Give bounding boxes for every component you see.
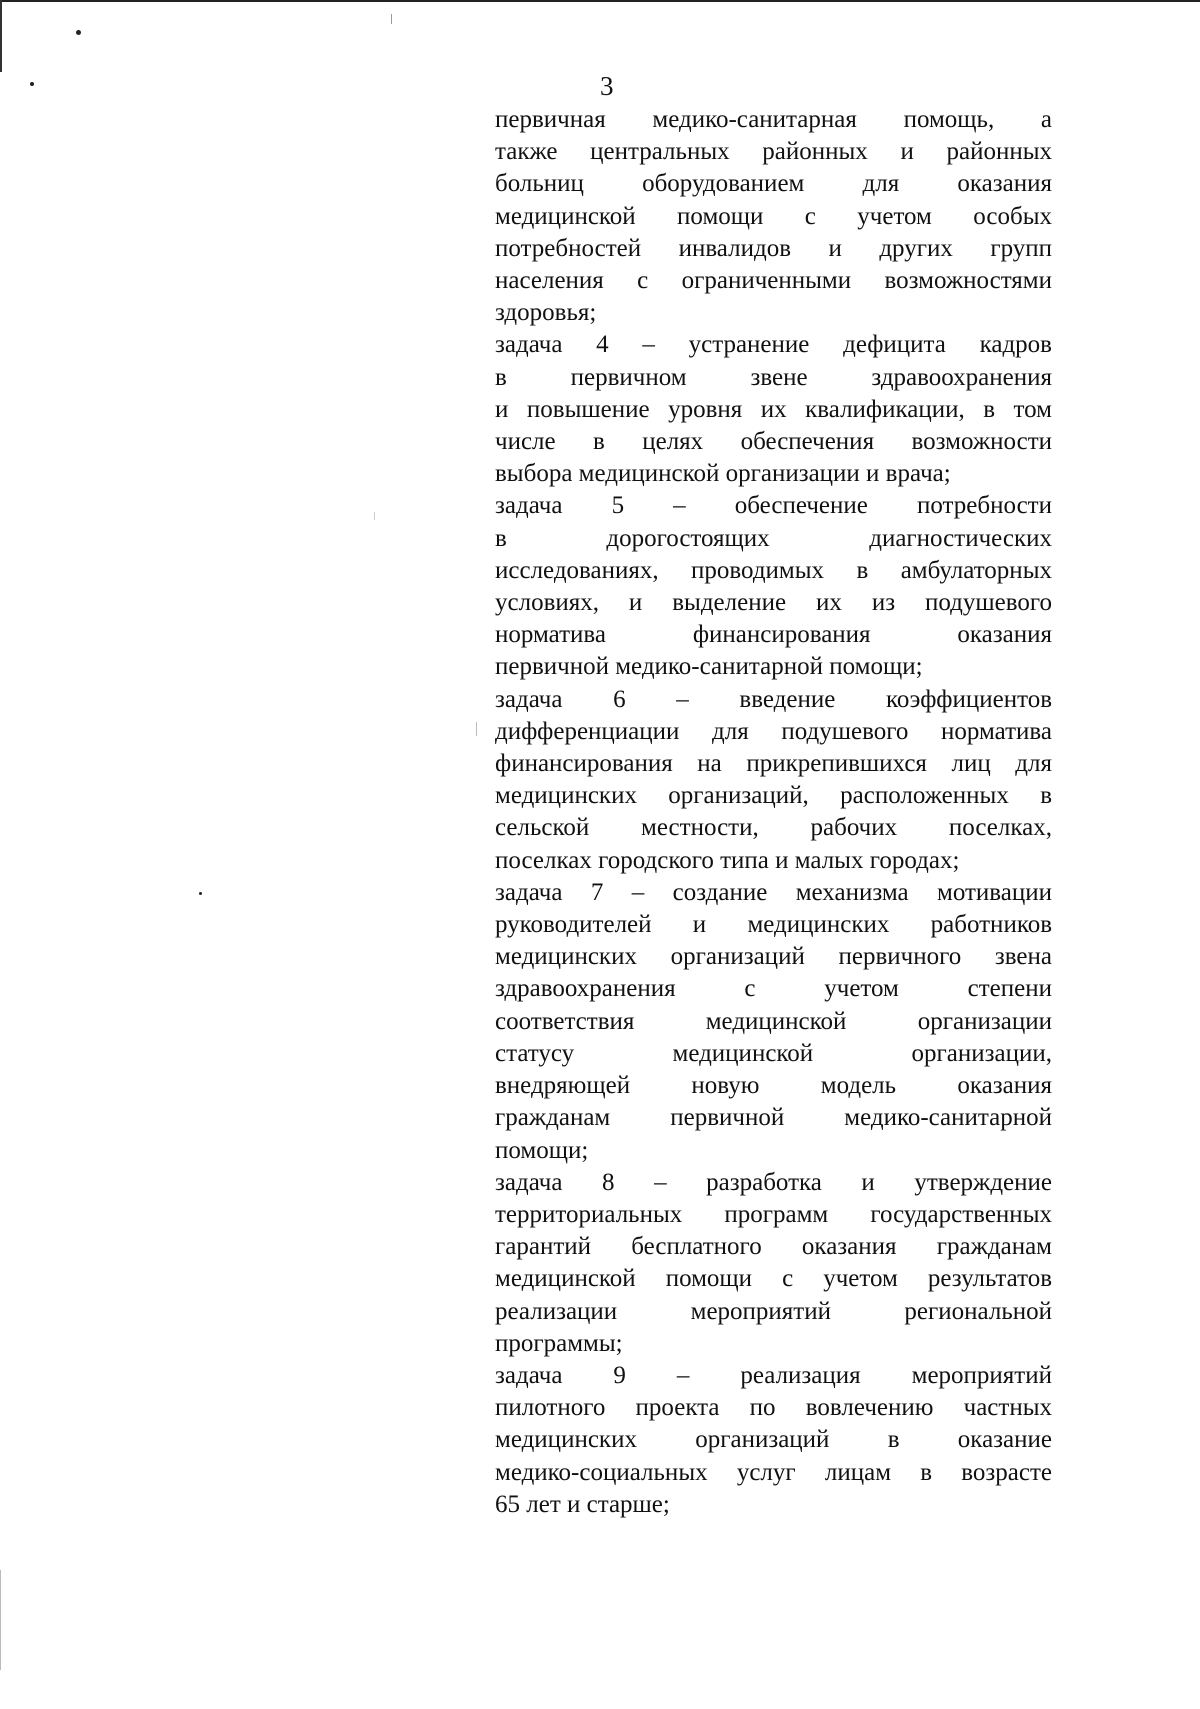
- scan-edge-top: [0, 0, 1200, 2]
- scan-speck: [76, 30, 81, 35]
- text-line: здоровья;: [495, 299, 597, 327]
- text-line: в первичном звене здравоохранения: [495, 363, 1052, 391]
- text-line: медицинских организаций, расположенных в: [495, 782, 1052, 810]
- scan-speck: [30, 82, 34, 86]
- body-text: [495, 104, 1052, 1521]
- text-line: сельской местности, рабочих поселках,: [495, 814, 1052, 842]
- text-line: статусу медицинской организации,: [495, 1039, 1052, 1067]
- text-line: медицинских организаций первичного звена: [495, 943, 1052, 971]
- text-line: в дорогостоящих диагностических: [495, 524, 1052, 552]
- text-line: соответствия медицинской организации: [495, 1007, 1052, 1035]
- text-line: норматива финансирования оказания: [495, 621, 1052, 649]
- text-line: задача 9 – реализация мероприятий: [495, 1361, 1052, 1389]
- text-line: задача 5 – обеспечение потребности: [495, 492, 1052, 520]
- text-line: гарантий бесплатного оказания гражданам: [495, 1233, 1052, 1261]
- text-line: потребностей инвалидов и других групп: [495, 234, 1052, 262]
- text-line: и повышение уровня их квалификации, в том: [495, 395, 1052, 423]
- text-line: также центральных районных и районных: [495, 138, 1052, 166]
- text-line: задача 7 – создание механизма мотивации: [495, 878, 1052, 906]
- text-line: территориальных программ государственных: [495, 1200, 1052, 1228]
- text-line: пилотного проекта по вовлечению частных: [495, 1394, 1052, 1422]
- scan-speck: [199, 892, 202, 895]
- text-line: медицинской помощи с учетом особых: [495, 202, 1052, 230]
- text-line: дифференциации для подушевого норматива: [495, 717, 1052, 745]
- text-line: финансирования на прикрепившихся лиц для: [495, 750, 1052, 778]
- scan-tick: [476, 722, 477, 736]
- text-line: исследованиях, проводимых в амбулаторных: [495, 556, 1052, 584]
- text-line: задача 4 – устранение дефицита кадров: [495, 331, 1052, 359]
- text-line: задача 8 – разработка и утверждение: [495, 1168, 1052, 1196]
- text-line: программы;: [495, 1329, 623, 1357]
- scan-edge-left: [0, 0, 2, 72]
- text-line: медицинских организаций в оказание: [495, 1426, 1052, 1454]
- text-line: больниц оборудованием для оказания: [495, 170, 1052, 198]
- scan-tick: [391, 14, 392, 24]
- text-line: выбора медицинской организации и врача;: [495, 460, 951, 488]
- text-line: реализации мероприятий региональной: [495, 1297, 1052, 1325]
- page-number: 3: [600, 71, 614, 101]
- text-line: условиях, и выделение их из подушевого: [495, 589, 1052, 617]
- text-line: первичной медико-санитарной помощи;: [495, 653, 923, 681]
- scan-edge-left-lower: [0, 1570, 1, 1670]
- text-line: задача 6 – введение коэффициентов: [495, 685, 1052, 713]
- text-line: числе в целях обеспечения возможности: [495, 428, 1052, 456]
- text-line: помощи;: [495, 1136, 589, 1164]
- text-line: населения с ограниченными возможностями: [495, 267, 1052, 295]
- text-line: здравоохранения с учетом степени: [495, 975, 1052, 1003]
- text-line: гражданам первичной медико-санитарной: [495, 1104, 1052, 1132]
- text-line: руководителей и медицинских работников: [495, 911, 1052, 939]
- text-line: внедряющей новую модель оказания: [495, 1072, 1052, 1100]
- text-line: поселках городского типа и малых городах;: [495, 846, 960, 874]
- text-line: медицинской помощи с учетом результатов: [495, 1265, 1052, 1293]
- text-line: медико-социальных услуг лицам в возрасте: [495, 1458, 1052, 1486]
- scan-tick: [374, 512, 375, 520]
- text-line: 65 лет и старше;: [495, 1490, 670, 1518]
- text-line: первичная медико-санитарная помощь, а: [495, 106, 1052, 133]
